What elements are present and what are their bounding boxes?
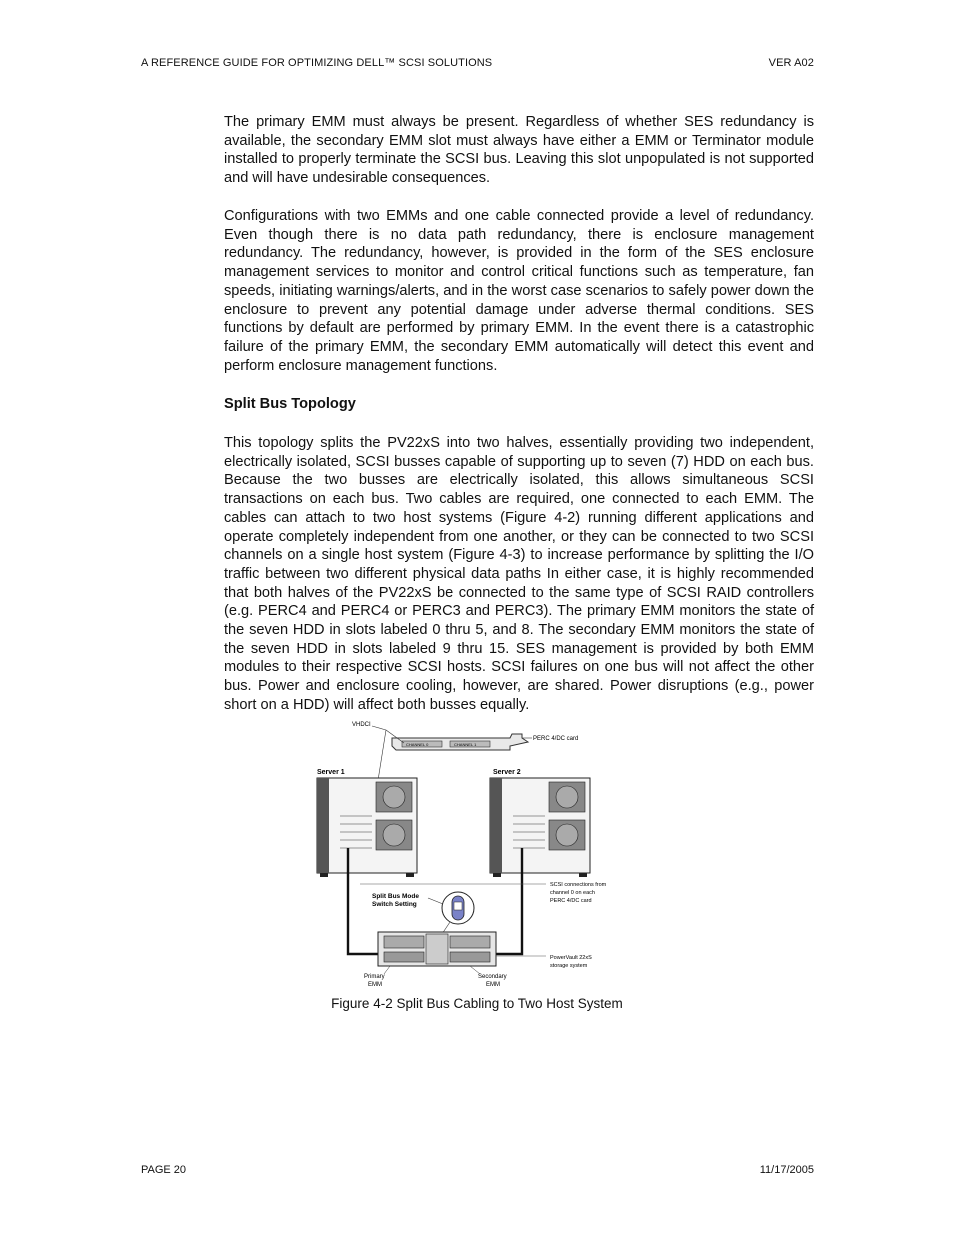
figure-illustration	[300, 716, 640, 991]
server2-tower	[490, 778, 590, 877]
primary-emm-label-line1: Primary	[364, 974, 385, 980]
running-header-title: A REFERENCE GUIDE FOR OPTIMIZING DELL™ SCSI SOLUTIONS	[141, 57, 493, 69]
server2-label: Server 2	[493, 769, 521, 776]
secondary-emm-label-line1: Secondary	[478, 974, 507, 980]
section-heading: Split Bus Topology	[224, 396, 356, 412]
channel0-label: CHANNEL 0	[406, 742, 429, 747]
paragraph-split-bus: This topology splits the PV22xS into two halves, essentially providing two independent, electrically isolated, SCSI busses capable of supporting up to seven (7) HDD on each bus. Because the two busses are electrically isolated, this allows simultaneous SCSI transactions on each bus. Two cables are required, one connected to each EMM. The cables can attach to two host systems (Figure 4-2) running different applications and operate completely independent from one another, or they can be connected to two SCSI channels on a single host system (Figure 4-3) to increase performance by splitting the I/O traffic between two different physical data paths In either case, it is highly recommended that both halves of the PV22xS be connected to the same type of SCSI RAID controllers (e.g. PERC4 and PERC4 or PERC3 and PERC3). The primary EMM monitors the state of the seven HDD in slots labeled 0 thru 5, and 8. The secondary EMM monitors the state of the seven HDD in slots labeled 9 thru 15. SES management is provided by both EMM modules to their respective SCSI hosts. SCSI failures on one bus will not affect the other bus. Power and enclosure cooling, however, are shared. Power disruptions (e.g., power short on a HDD) will affect both busses equally.	[224, 435, 814, 713]
figure-split-bus-cabling	[300, 716, 640, 991]
paragraph-redundancy: Configurations with two EMMs and one cable connected provide a level of redundancy. Even though there is no data path redundancy, there is enclosure management redundancy. The redundancy, however, is provided in the form of the SES enclosure management services to monitor and control critical functions such as temperature, fan speeds, initiating warnings/alerts, and in the worst case scenarios to safely power down the enclosure to prevent any potential damage under adverse thermal conditions. SES functions by default are performed by primary EMM. In the event there is a catastrophic failure of the primary EMM, the secondary EMM automatically will detect this event and perform enclosure management functions.	[224, 208, 814, 374]
secondary-emm-label-line2: EMM	[486, 982, 500, 988]
split-bus-switch	[442, 892, 474, 924]
figure-caption: Figure 4-2 Split Bus Cabling to Two Host System	[331, 996, 623, 1011]
switch-label-line2: Switch Setting	[372, 901, 417, 908]
powervault-label-line2: storage system	[550, 963, 588, 969]
primary-emm-label-line2: EMM	[368, 982, 382, 988]
switch-label-line1: Split Bus Mode	[372, 893, 419, 900]
vhdci-label: VHDCI	[352, 722, 371, 728]
server1-tower	[317, 778, 417, 877]
scsi-conn-line3: PERC 4/DC card	[550, 898, 592, 904]
scsi-conn-line1: SCSI connections from	[550, 882, 607, 888]
perc-card-label: PERC 4/DC card	[533, 736, 579, 742]
channel1-label: CHANNEL 1	[454, 742, 477, 747]
paragraph-emm-presence: The primary EMM must always be present. Regardless of whether SES redundancy is available, the secondary EMM slot must always have either a EMM or Terminator module installed to properly terminate the SCSI bus. Leaving this slot unpopulated is not supported and will have undesirable consequences.	[224, 114, 814, 187]
scsi-conn-line2: channel 0 on each	[550, 890, 595, 896]
page-number: PAGE 20	[141, 1164, 187, 1176]
perc-card	[392, 734, 528, 750]
running-header-version: VER A02	[768, 57, 814, 69]
powervault-storage	[378, 932, 496, 966]
server1-label: Server 1	[317, 769, 345, 776]
footer-date: 11/17/2005	[759, 1164, 814, 1176]
powervault-label-line1: PowerVault 22xS	[550, 955, 592, 961]
